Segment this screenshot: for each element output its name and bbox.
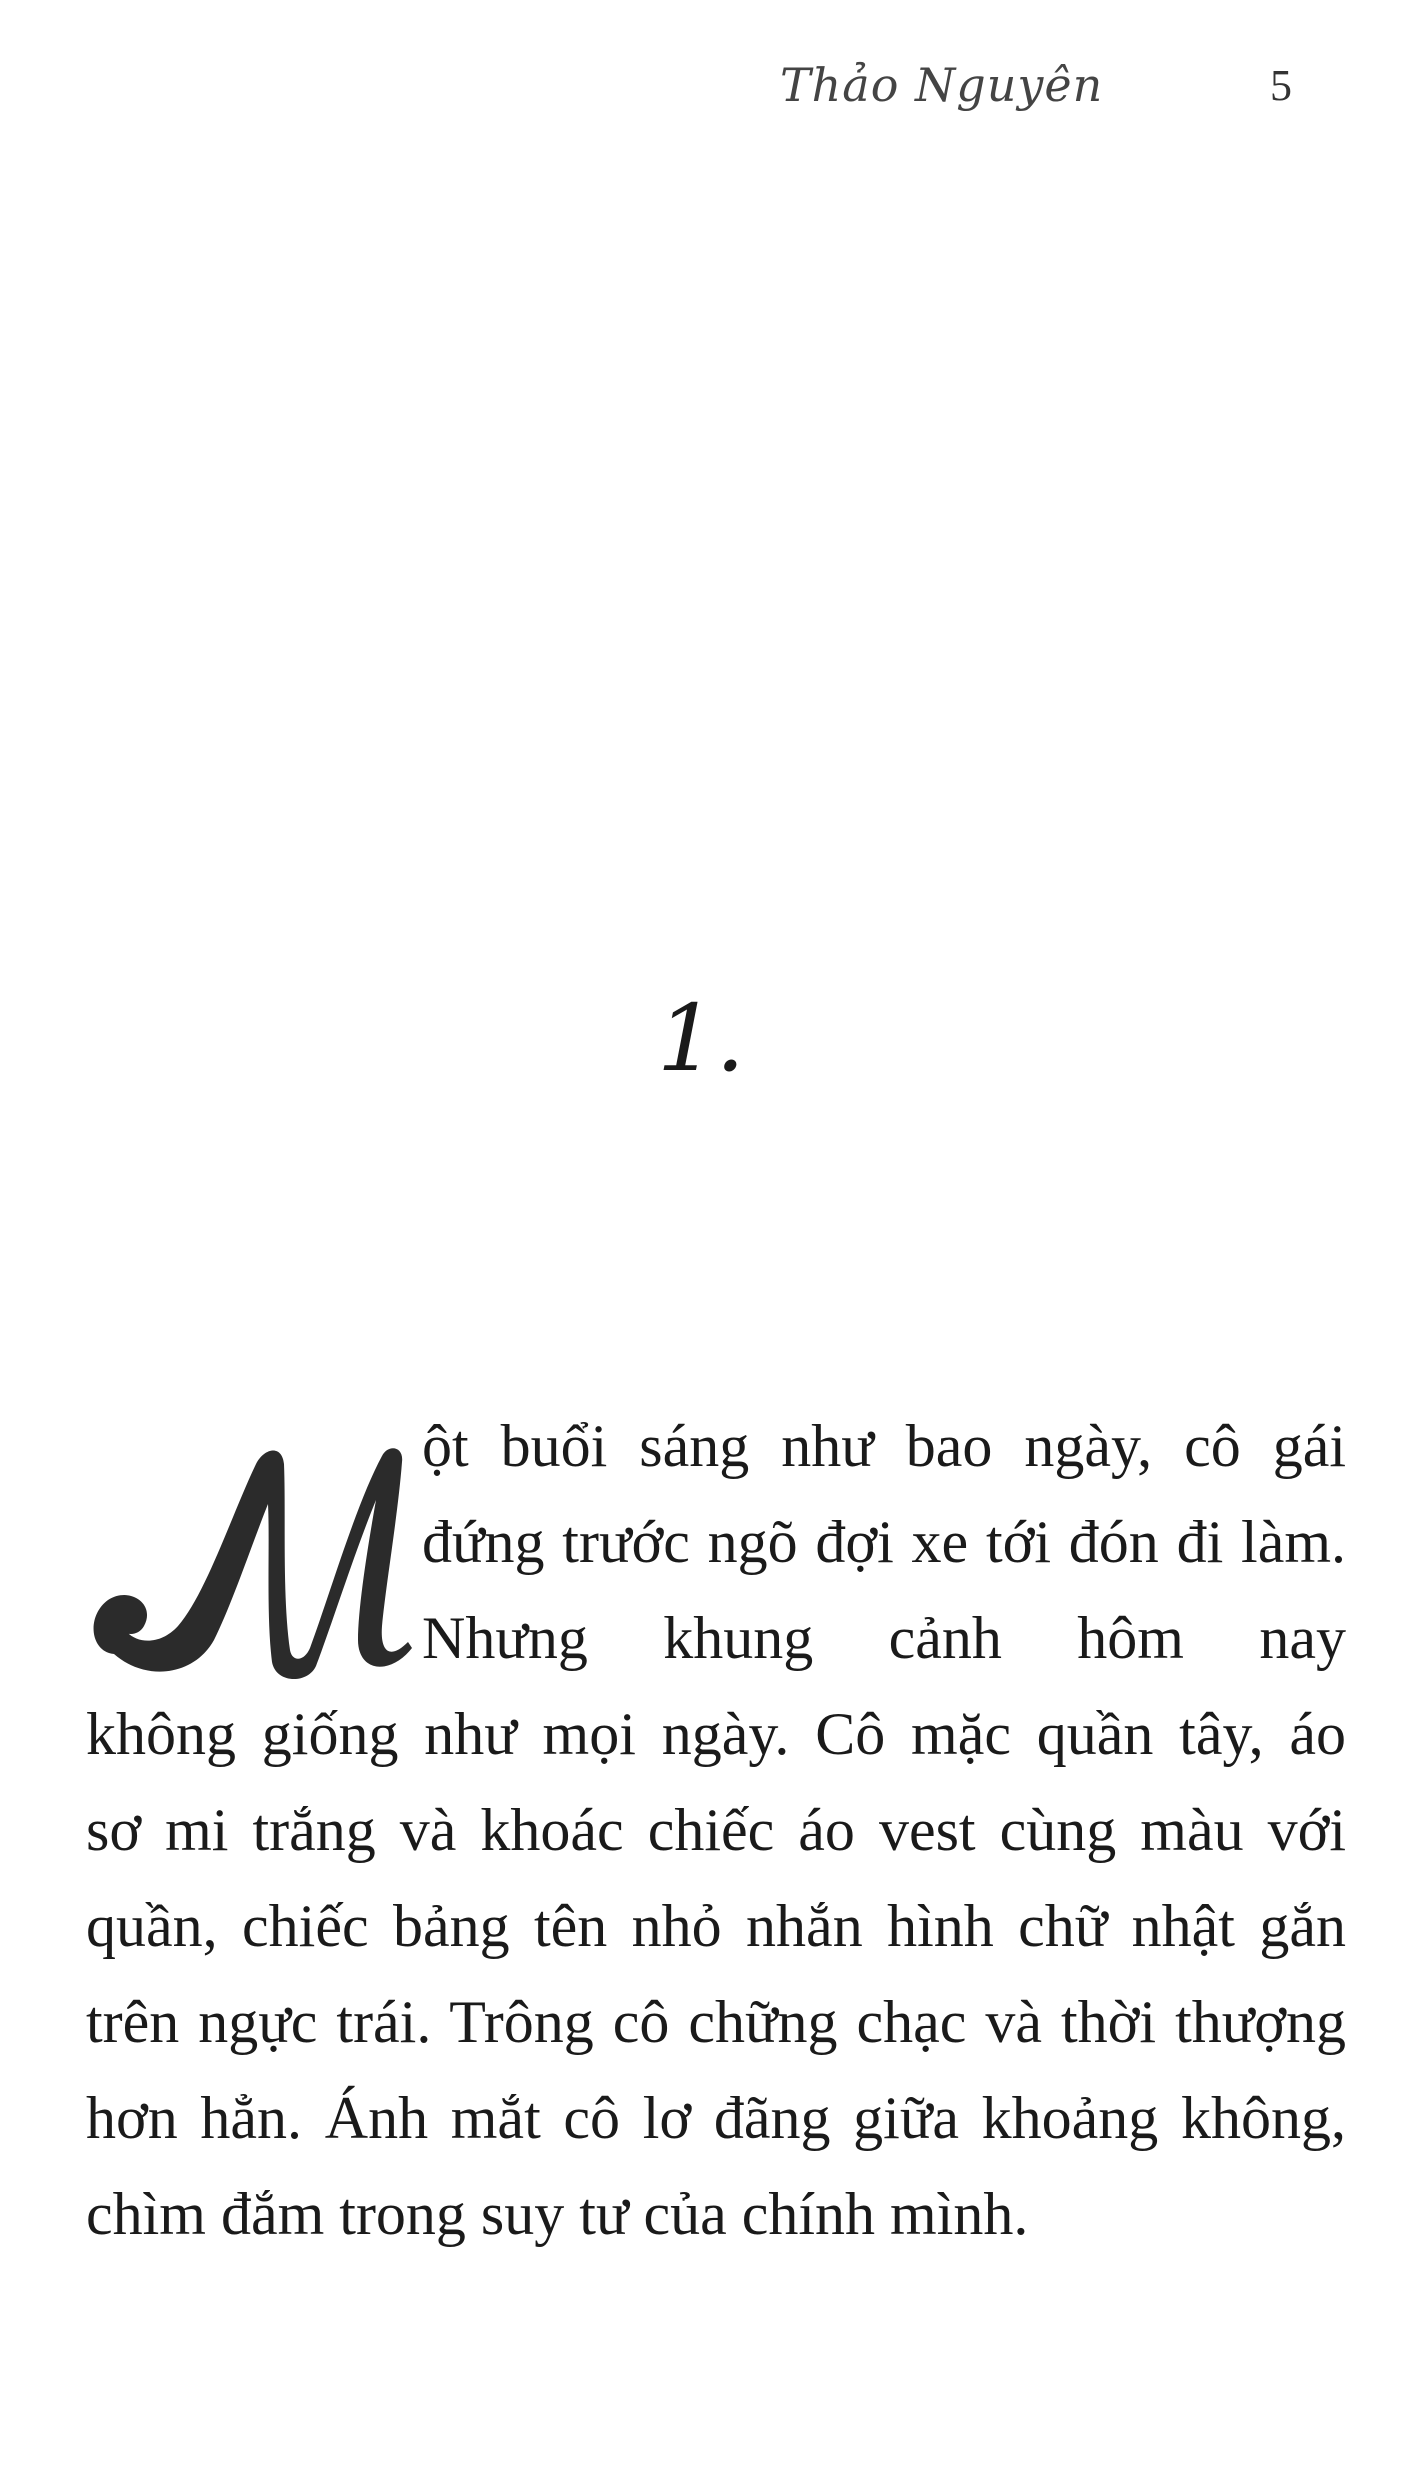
drop-cap-glyph bbox=[86, 1404, 416, 1684]
running-title: Thảo Nguyên bbox=[780, 58, 1104, 112]
page-number: 5 bbox=[1270, 61, 1292, 110]
text-line: chìm đắm trong suy tư của chính mình. bbox=[86, 2181, 1029, 2247]
text-line: quần, chiếc bảng tên nhỏ nhắn hình chữ nhật gắn bbox=[86, 1893, 1346, 1959]
chapter-number: 1. bbox=[657, 985, 745, 1092]
text-line: trên ngực trái. Trông cô chững chạc và thời thượng bbox=[86, 1989, 1346, 2055]
text-line: Nhưng khung cảnh hôm nay bbox=[422, 1605, 1346, 1671]
text-line: đứng trước ngõ đợi xe tới đón đi làm. bbox=[422, 1509, 1346, 1575]
drop-cap-m bbox=[86, 1404, 416, 1684]
text-line: ột buổi sáng như bao ngày, cô gái bbox=[422, 1413, 1346, 1479]
text-line: không giống như mọi ngày. Cô mặc quần tây, áo bbox=[86, 1701, 1346, 1767]
text-line: hơn hẳn. Ánh mắt cô lơ đãng giữa khoảng không, bbox=[86, 2085, 1346, 2151]
text-line: sơ mi trắng và khoác chiếc áo vest cùng màu với bbox=[86, 1797, 1346, 1863]
body-text bbox=[86, 1398, 1346, 2262]
